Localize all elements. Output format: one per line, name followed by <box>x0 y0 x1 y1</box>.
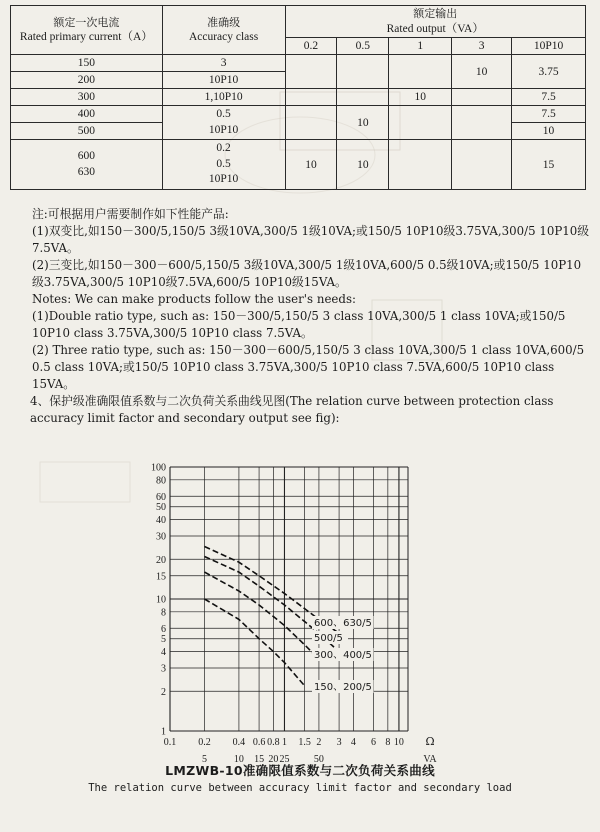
chart-series-labels <box>312 616 374 693</box>
current-cell: 500 <box>11 123 163 140</box>
y-tick-label: 20 <box>156 554 166 566</box>
header-rated-current-cn: 额定一次电流 <box>53 15 120 29</box>
x-tick-label-ohm: 0.1 <box>163 737 177 748</box>
output-col: 0.5 <box>337 38 389 55</box>
y-tick-label: 15 <box>156 571 166 583</box>
value-cell: 10 <box>337 140 389 190</box>
series-label: 600、630/5 <box>314 618 372 629</box>
x-tick-label-ohm: 0.2 <box>198 737 211 748</box>
accuracy-cell: 0.5 10P10 <box>162 106 285 140</box>
y-tick-label: 4 <box>161 647 166 659</box>
curve-series <box>205 572 319 659</box>
header-rated-output-cn: 额定输出 <box>413 7 458 20</box>
x-tick-label-ohm: 1 <box>281 737 287 748</box>
x-tick-label-ohm: 0.8 <box>267 737 280 748</box>
header-rated-output-en: Rated output（VA） <box>386 22 484 35</box>
notes-en-item-1: (1)Double ratio type, such as: 150－300/5,150/5 3 class 10VA,300/5 1 class 10VA;或150/5 10P10 class 3.75VA,300/5 10P10 class 7.5VA。 <box>32 309 566 340</box>
header-rated-current <box>11 6 163 55</box>
current-cell: 600 630 <box>11 140 163 190</box>
y-tick-label: 100 <box>151 462 166 474</box>
accuracy-cell: 3 <box>162 55 285 72</box>
value-cell: 7.5 <box>512 89 586 106</box>
current-cell: 300 <box>11 89 163 106</box>
output-col: 0.2 <box>285 38 337 55</box>
spec-table <box>10 5 586 190</box>
notes-cn-item-2: (2)三变比,如150－300－600/5,150/5 3级10VA,300/5 1级10VA,600/5 0.5级10VA;或150/5 10P10级3.75VA,300/5 10P10级7.5VA,600/5 10P10级15VA。 <box>32 258 582 289</box>
y-tick-label: 3 <box>161 663 166 675</box>
y-tick-label: 50 <box>156 502 166 514</box>
notes-cn-item-1: (1)双变比,如150－300/5,150/5 3级10VA,300/5 1级10VA;或150/5 10P10级3.75VA,300/5 10P10级7.5VA。 <box>32 224 590 255</box>
x-tick-label-va: 25 <box>279 754 290 765</box>
value-cell: 7.5 <box>512 106 586 123</box>
header-accuracy-class <box>162 6 285 55</box>
y-tick-label: 80 <box>156 475 166 487</box>
x-tick-label-va: 50 <box>313 754 324 765</box>
x-tick-label-ohm: 0.6 <box>252 737 266 748</box>
x-tick-label-ohm: 4 <box>350 737 356 748</box>
value-cell: 15 <box>512 140 586 190</box>
notes-cn-heading: 注:可根据用户需要制作如下性能产品: <box>32 207 229 221</box>
x-tick-label-va: 5 <box>201 754 207 765</box>
series-label: 300、400/5 <box>314 650 372 661</box>
value-cell: 10 <box>389 89 452 106</box>
value-cell: 10 <box>285 140 337 190</box>
value-cell: 10 <box>452 55 512 89</box>
y-tick-label: 6 <box>161 623 166 635</box>
chart-subtitle: The relation curve between accuracy limit factor and secondary load <box>88 782 512 794</box>
x-tick-label-va: 20 <box>268 754 279 765</box>
x-tick-label-ohm: 1.5 <box>298 737 311 748</box>
x-tick-label-ohm: 2 <box>316 737 322 748</box>
series-label: 500/5 <box>314 633 343 644</box>
value-cell: 10 <box>512 123 586 140</box>
y-tick-label: 40 <box>156 515 166 527</box>
y-tick-label: 1 <box>161 726 166 738</box>
chart-title: LMZWB-10准确限值系数与二次负荷关系曲线 <box>165 763 435 778</box>
x-tick-label-ohm: 10 <box>393 737 404 748</box>
y-tick-label: 30 <box>156 531 166 543</box>
notes-item-4: 4、保护级准确限值系数与二次负荷关系曲线见图(The relation curve between protection class accuracy limit factor and secondary output see fig): <box>30 394 554 425</box>
header-rated-output <box>285 6 586 38</box>
x-unit-va: VA <box>423 754 437 765</box>
y-tick-label: 2 <box>161 686 166 698</box>
value-cell: 3.75 <box>512 55 586 89</box>
chart-y-axis <box>151 463 166 738</box>
header-accuracy-en: Accuracy class <box>188 31 259 43</box>
x-tick-label-va: 15 <box>254 754 265 765</box>
accuracy-cell: 1,10P10 <box>162 89 285 106</box>
output-col: 3 <box>452 38 512 55</box>
current-cell: 200 <box>11 72 163 89</box>
value-cell: 10 <box>337 106 389 140</box>
output-col: 1 <box>389 38 452 55</box>
x-tick-label-va: 10 <box>233 754 244 765</box>
output-col: 10P10 <box>512 38 586 55</box>
accuracy-cell: 0.2 0.5 10P10 <box>162 140 285 190</box>
header-accuracy-cn: 准确级 <box>207 15 241 29</box>
header-rated-current-en: Rated primary current（A） <box>19 31 153 43</box>
y-tick-label: 8 <box>161 607 166 619</box>
current-cell: 400 <box>11 106 163 123</box>
y-tick-label: 5 <box>161 634 166 646</box>
x-unit-ohm: Ω <box>425 735 435 748</box>
y-tick-label: 60 <box>156 491 166 503</box>
notes-block <box>10 206 590 427</box>
x-tick-label-ohm: 3 <box>336 737 342 748</box>
notes-en-item-2: (2) Three ratio type, such as: 150－300－600/5,150/5 3 class 10VA,300/5 1 class 10VA,600/5 0.5 class 10VA;或150/5 10P10 class 3.75VA,300/5 10P10 class 7.5VA,600/5 10P10 class 15VA。 <box>32 343 585 391</box>
series-label: 150、200/5 <box>314 682 372 693</box>
y-tick-label: 10 <box>156 594 166 606</box>
accuracy-cell: 10P10 <box>162 72 285 89</box>
x-tick-label-ohm: 8 <box>385 737 391 748</box>
relation-curve-chart <box>138 455 458 765</box>
x-tick-label-ohm: 0.4 <box>232 737 246 748</box>
x-tick-label-ohm: 6 <box>371 737 377 748</box>
notes-en-heading: Notes: We can make products follow the user's needs: <box>32 292 356 306</box>
current-cell: 150 <box>11 55 163 72</box>
